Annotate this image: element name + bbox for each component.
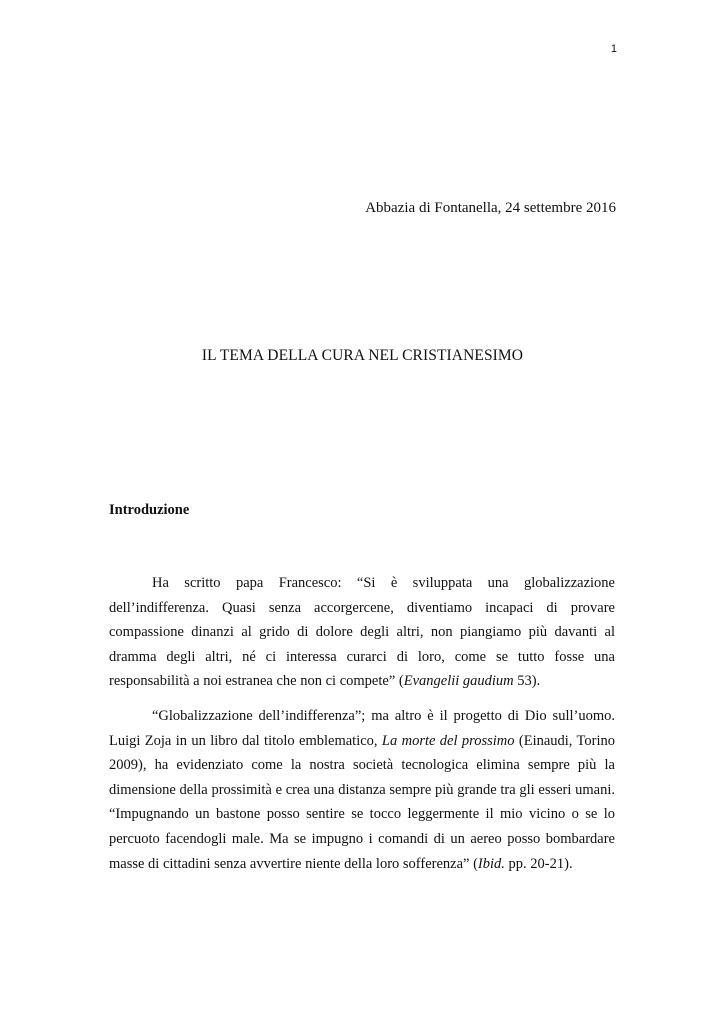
place-date: Abbazia di Fontanella, 24 settembre 2016 — [365, 200, 616, 216]
citation-title: Evangelii gaudium — [403, 673, 514, 690]
paragraph-1 — [109, 571, 615, 694]
paragraph-1-text: Ha scritto papa Francesco: “Si è sviluppata una globalizzazione dell’indifferenza. Quasi senza accorgercene, diventiamo incapaci di provare compassione dinanzi al grido di dolore degli altri, non piangiamo più davanti al dramma degli altri, né ci interessa curarci di loro, come se tutto fosse una responsabilità a noi estranea che non ci compete” ( — [109, 575, 615, 690]
book-title: La morte del prossimo — [381, 732, 515, 749]
body-text — [109, 571, 615, 886]
page-number: 1 — [610, 43, 617, 55]
paragraph-2-text-middle: (Einaudi, Torino 2009), ha evidenziato come la nostra società tecnologica elimina sempre più la dimensione della prossimità e crea una distanza sempre più grande tra gli esseri umani. “Impugnando un bastone posso sentire se tocco leggermente il mio vicino o se lo percuoto facendogli male. Ma se impugno i comandi di un aereo posso bombardare masse di cittadini senza avvertire niente della loro sofferenza” ( — [109, 732, 615, 872]
section-heading: Introduzione — [109, 502, 190, 518]
paragraph-1-text-end: 53). — [513, 673, 541, 690]
document-title: IL TEMA DELLA CURA NEL CRISTIANESIMO — [201, 347, 524, 364]
paragraph-2-text-end: pp. 20-21). — [504, 855, 573, 872]
ibid-reference: Ibid. — [477, 855, 505, 872]
paragraph-2-text: “Globalizzazione dell’indifferenza”; ma altro è il progetto di Dio sull’uomo. Luigi Zoja in un libro dal titolo emblematico, — [109, 707, 615, 749]
paragraph-2 — [109, 704, 615, 876]
